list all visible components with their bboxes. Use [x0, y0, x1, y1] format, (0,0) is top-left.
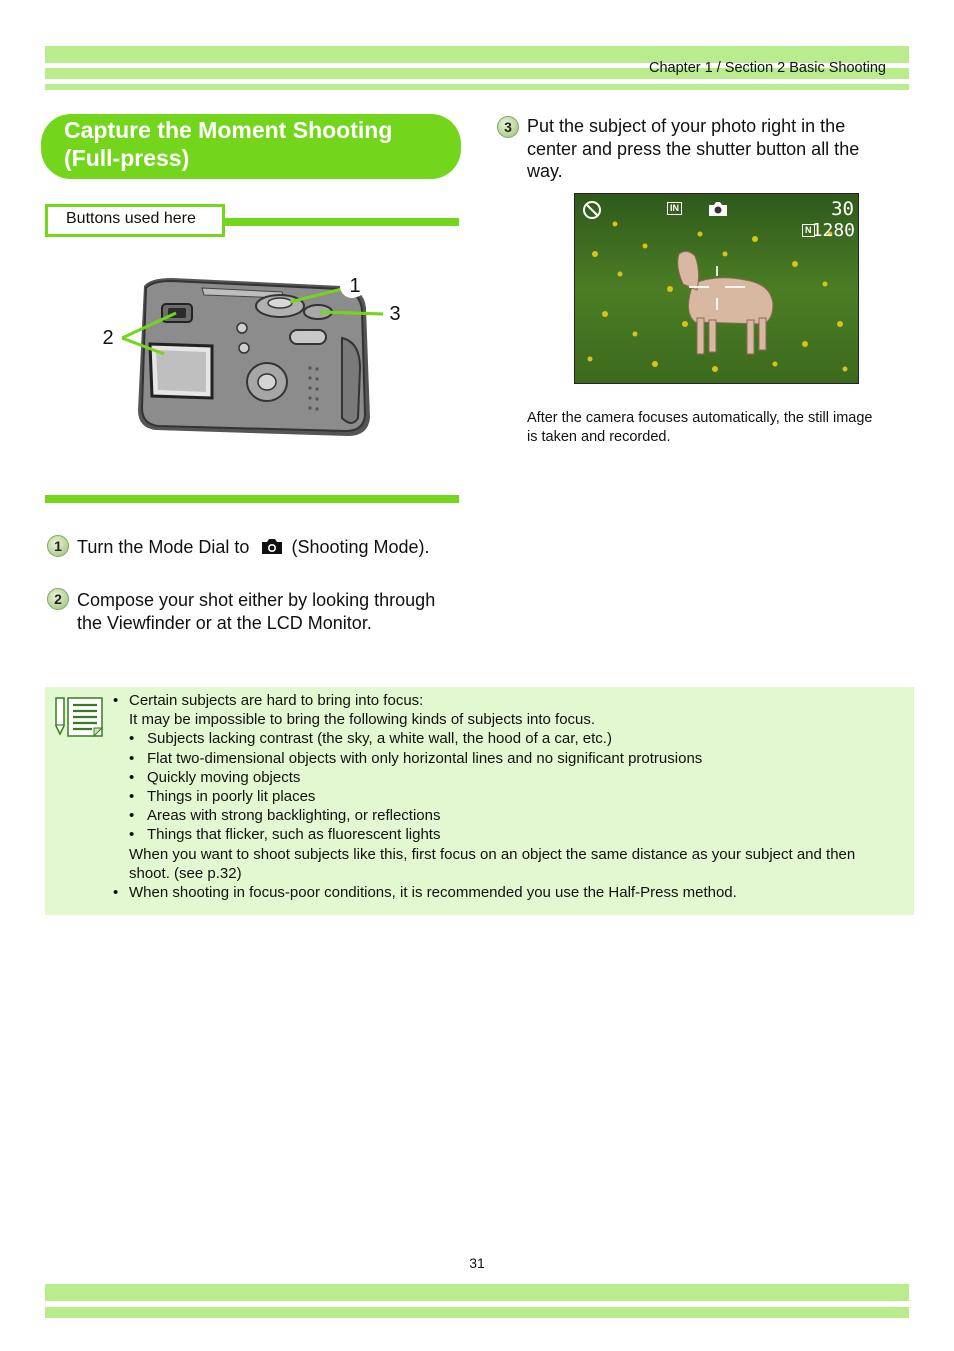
note-line	[113, 864, 908, 883]
note-bullet: •	[129, 768, 135, 786]
step-3-line1: Put the subject of your photo right in the	[527, 116, 846, 136]
note-line	[113, 710, 908, 729]
footer-band-bottom	[45, 1307, 909, 1318]
note-line	[113, 749, 908, 768]
note-line-text: Certain subjects are hard to bring into focus:	[129, 692, 424, 709]
step-3-text	[527, 115, 859, 183]
note-line-text: It may be impossible to bring the following kinds of subjects into focus.	[129, 711, 596, 729]
note-line	[113, 806, 908, 825]
note-bullet: •	[113, 692, 119, 709]
step-2-line1: Compose your shot either by looking through	[77, 590, 436, 610]
still-mode-icon	[708, 201, 728, 217]
step-2-number: 2	[47, 588, 69, 610]
quality-badge: N	[802, 224, 815, 237]
note-content	[113, 691, 908, 902]
step-2-line2: the Viewfinder or at the LCD Monitor.	[77, 612, 372, 633]
photo-caption-line1: After the camera focuses automatically, the still image	[527, 410, 873, 426]
step-1-number: 1	[47, 535, 69, 557]
step-3-line3: way.	[527, 161, 563, 181]
note-line-text: Subjects lacking contrast (the sky, a white wall, the hood of a car, etc.)	[147, 730, 612, 748]
step-2-text	[77, 589, 435, 634]
callout-1: 1	[344, 275, 366, 297]
step-3-number: 3	[497, 116, 519, 138]
lcd-photo	[574, 193, 859, 384]
note-line-text: Things that flicker, such as fluorescent lights	[147, 826, 441, 844]
note-bullet: •	[129, 749, 135, 767]
memory-badge: IN	[667, 202, 682, 215]
step-3-line2: center and press the shutter button all the	[527, 138, 860, 159]
note-line	[113, 729, 908, 748]
header-band-thin	[45, 84, 909, 90]
note-line-text: When you want to shoot subjects like this, first focus on an object the same distance as your subject and then	[129, 845, 856, 863]
note-bullet: •	[129, 730, 135, 748]
section-title-line1: Capture the Moment Shooting	[64, 117, 393, 143]
illustration-rule	[45, 495, 459, 503]
resolution-label: 1280	[811, 220, 855, 241]
note-line-text: Areas with strong backlighting, or reflections	[147, 807, 441, 825]
note-line	[113, 825, 908, 844]
photo-caption-line2: is taken and recorded.	[527, 429, 671, 445]
buttons-used-label: Buttons used here	[45, 204, 225, 237]
note-line-text: When shooting in focus-poor conditions, it is recommended you use the Half-Press method.	[129, 883, 737, 901]
note-bullet: •	[129, 787, 135, 805]
note-line-text: Quickly moving objects	[147, 768, 301, 786]
section-title	[64, 116, 454, 172]
step-1-text-before: Turn the Mode Dial to	[77, 537, 250, 557]
page-number: 31	[469, 1255, 485, 1271]
camera-icon	[260, 537, 284, 555]
note-line	[113, 768, 908, 787]
camera-illustration	[92, 268, 412, 448]
buttons-rule	[225, 218, 459, 226]
note-line-text: Things in poorly lit places	[147, 787, 316, 805]
note-line	[113, 845, 908, 864]
section-title-line2: (Full-press)	[64, 145, 190, 171]
note-line	[113, 787, 908, 806]
note-line	[113, 883, 908, 902]
note-line-text: Flat two-dimensional objects with only horizontal lines and no significant protrusions	[147, 749, 703, 767]
note-bullet: •	[129, 807, 135, 825]
photo-caption	[527, 409, 872, 447]
step-1-text	[77, 536, 430, 559]
note-icon	[54, 696, 104, 738]
callout-2: 2	[97, 327, 119, 349]
callout-3: 3	[384, 303, 406, 325]
footer-band-top	[45, 1284, 909, 1301]
step-1-text-after: (Shooting Mode).	[291, 537, 430, 557]
note-bullet: •	[129, 826, 135, 844]
shots-remaining: 30	[831, 198, 854, 220]
note-line-text: shoot. (see p.32)	[129, 864, 242, 882]
note-line	[113, 691, 908, 710]
chapter-label: Chapter 1 / Section 2 Basic Shooting	[649, 60, 886, 76]
note-bullet: •	[113, 883, 119, 901]
